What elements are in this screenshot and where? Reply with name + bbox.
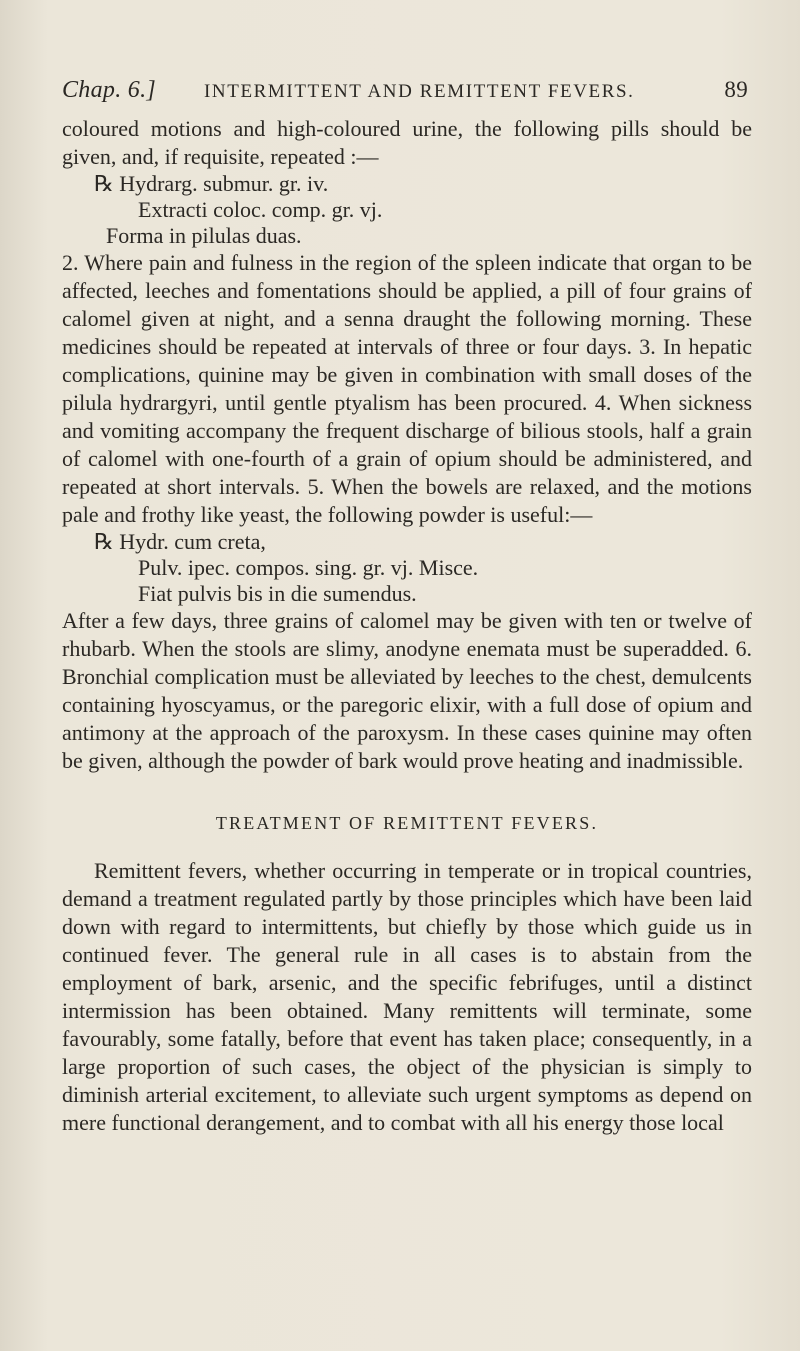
running-head: [62, 77, 748, 111]
paragraph-after-powder: After a few days, three grains of calomel may be given with ten or twelve of rhubarb. When the stools are slimy, anodyne enemata must be superadded. 6. Bronchial complication must be alleviated by leeches to the chest, demulcents containing hyoscyamus, or the paregoric elixir, with a full dose of opium and antimony at the approach of the paroxysm. In these cases quinine may often be given, although the powder of bark would prove heating and inadmissible.: [62, 608, 752, 773]
chapter-label: Chap. 6.]: [62, 77, 157, 103]
prescription-line: Forma in pilulas duas.: [106, 223, 302, 248]
prescription-line: ℞ Hydr. cum creta,: [94, 529, 266, 554]
page-body: [62, 115, 752, 1137]
prescription-pills: [62, 171, 752, 249]
prescription-line: Pulv. ipec. compos. sing. gr. vj. Misce.: [138, 555, 479, 580]
section-heading: TREATMENT OF REMITTENT FEVERS.: [215, 813, 599, 833]
page-number: 89: [724, 77, 748, 102]
prescription-line: ℞ Hydrarg. submur. gr. iv.: [94, 171, 329, 196]
paragraph-continued: coloured motions and high-coloured urine, the following pills should be given, and, if requisite, repeated :—: [62, 116, 752, 169]
paragraph-complications: 2. Where pain and fulness in the region of the spleen indicate that organ to be affected, leeches and fomentations should be applied, a pill of four grains of calomel given at night, and a senna draught the following morning. These medicines should be repeated at intervals of three or four days. 3. In hepatic complications, quinine may be given in combination with small doses of the pilula hydrargyri, until gentle ptyalism has been procured. 4. When sickness and vomiting accompany the frequent discharge of bilious stools, half a grain of calomel with one-fourth of a grain of opium should be administered, and repeated at short intervals. 5. When the bowels are relaxed, and the motions pale and frothy like yeast, the following powder is useful:—: [62, 250, 752, 527]
prescription-line: Fiat pulvis bis in die sumendus.: [138, 581, 417, 606]
running-title: INTERMITTENT AND REMITTENT FEVERS.: [204, 81, 635, 102]
prescription-line: Extracti coloc. comp. gr. vj.: [138, 197, 383, 222]
prescription-powder: [62, 529, 752, 607]
paragraph-remittent: Remittent fevers, whether occurring in temperate or in tropical countries, demand a treatment regulated partly by those principles which have been laid down with regard to intermittents, but chiefly by those which guide us in continued fever. The general rule in all cases is to abstain from the employment of bark, arsenic, and the specific febrifuges, until a distinct intermission has been obtained. Many remittents will terminate, some favourably, some fatally, before that event has taken place; consequently, in a large proportion of such cases, the object of the physician is simply to diminish arterial excitement, to alleviate such urgent symptoms as depend on mere functional derangement, and to combat with all his energy those local: [62, 858, 752, 1135]
